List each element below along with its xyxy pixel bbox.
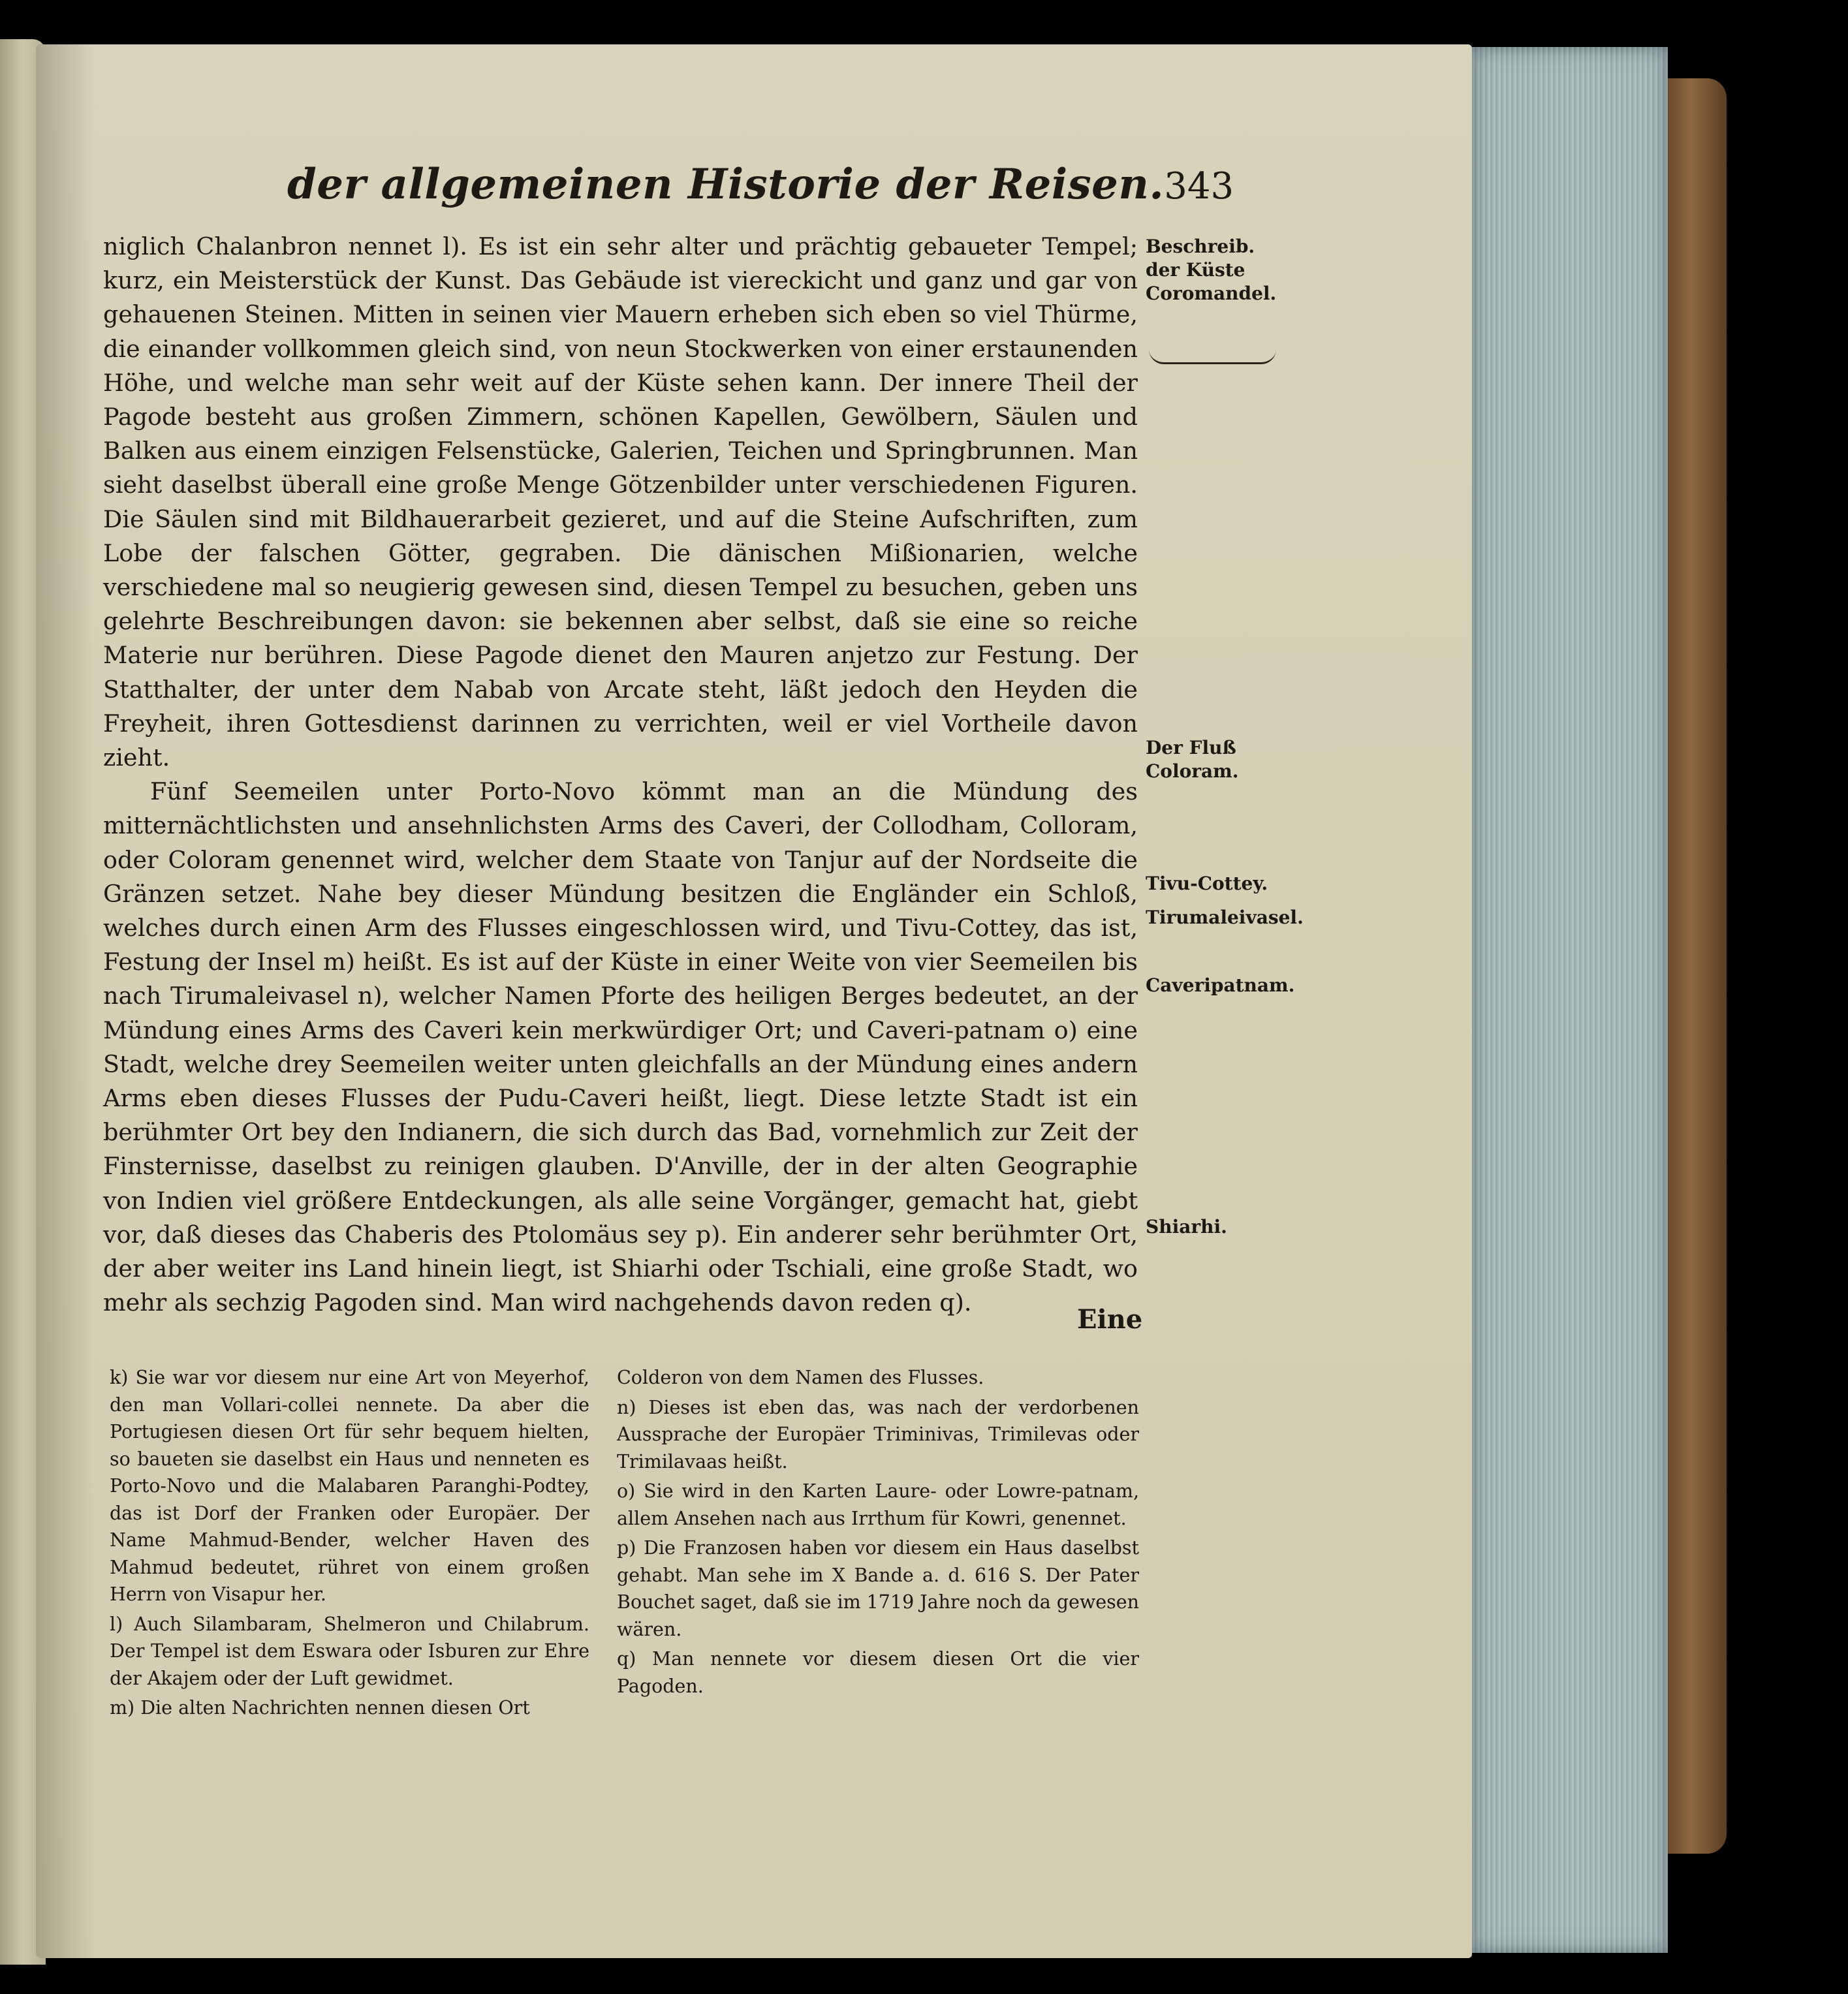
margin-note: Beschreib. der Küste Coromandel. xyxy=(1146,236,1277,304)
margin-note: Shiarhi. xyxy=(1146,1216,1227,1238)
footnotes-right-column xyxy=(617,1364,1139,1702)
paragraph: Fünf Seemeilen unter Porto-Novo kömmt man an die Mündung des mitternächtlichsten und ansehnlichsten Arms des Caveri, der Collodham, Colloram, oder Coloram genennet wird, welcher dem Staate von Tanjur auf der Nordseite die Gränzen setzet. Nahe bey dieser Mündung besitzen die Engländer ein Schloß, welches durch einen Arm des Flusses eingeschlossen wird, und Tivu-Cottey, das ist, Festung der Insel m) heißt. Es ist auf der Küste in einer Weite von vier Seemeilen bis nach Tirumaleivasel n), welcher Namen Pforte des heiligen Berges bedeutet, an der Mündung eines Arms des Caveri kein merkwürdiger Ort; und Caveri-patnam o) eine Stadt, welche drey Seemeilen weiter unten gleichfalls an der Mündung eines andern Arms eben dieses Flusses der Pudu-Caveri heißt, liegt. Diese letzte Stadt ist ein berühmter Ort bey den Indianern, die sich durch das Bad, vornehmlich zur Zeit der Finsternisse, daselbst zu reinigen glauben. D'Anville, der in der alten Geographie von Indien viel größere Entdeckungen, als alle seine Vorgänger, gemacht hat, giebt vor, daß dieses das Chaberis des Ptolomäus sey p). Ein anderer sehr berühmter Ort, der aber weiter ins Land hinein liegt, ist Shiarhi oder Tschiali, eine große Stadt, wo mehr als sechzig Pagoden sind. Man wird nachgehends davon reden q). xyxy=(103,777,1138,1317)
main-text xyxy=(103,230,1138,1320)
margin-note: Der Fluß Coloram. xyxy=(1146,737,1239,782)
catchword: Eine xyxy=(1077,1304,1143,1335)
footnote: m) Die alten Nachrichten nennen diesen Ort xyxy=(110,1697,530,1719)
book-fore-edge xyxy=(1472,47,1668,1953)
footnote: Colderon von dem Namen des Flusses. xyxy=(617,1367,984,1388)
footnote: l) Auch Silambaram, Shelmeron und Chilabrum. Der Tempel ist dem Eswara oder Isburen zur Ehre der Akajem oder der Luft gewidmet. xyxy=(110,1613,589,1689)
margin-note: Tivu-Cottey. xyxy=(1146,873,1268,894)
paragraph: niglich Chalanbron nennet l). Es ist ein sehr alter und prächtig gebaueter Tempel; kurz, ein Meisterstück der Kunst. Das Gebäude ist viereckicht und ganz und gar von gehauenen Steinen. Mitten in seinen vier Mauern erheben sich eben so viel Thürme, die einander vollkommen gleich sind, von neun Stockwerken von einer erstaunenden Höhe, und welche man sehr weit auf der Küste sehen kann. Der innere Theil der Pagode besteht aus großen Zimmern, schönen Kapellen, Gewölbern, Säulen und Balken aus einem einzigen Felsenstücke, Galerien, Teichen und Springbrunnen. Man sieht daselbst überall eine große Menge Götzenbilder unter verschiedenen Figuren. Die Säulen sind mit Bildhauerarbeit gezieret, und auf die Steine Aufschriften, zum Lobe der falschen Götter, gegraben. Die dänischen Mißionarien, welche verschiedene mal so neugierig gewesen sind, diesen Tempel zu besuchen, geben uns gelehrte Beschreibungen davon: sie bekennen aber selbst, daß sie eine so reiche Materie nur berühren. Diese Pagode dienet den Mauren anjetzo zur Festung. Der Statthalter, der unter dem Nabab von Arcate steht, läßt jedoch den Heyden die Freyheit, ihren Gottesdienst darinnen zu verrichten, weil er viel Vortheile davon zieht. xyxy=(103,232,1138,772)
margin-brace xyxy=(1149,349,1276,364)
footnote: o) Sie wird in den Karten Laure- oder Lowre-patnam, allem Ansehen nach aus Irrthum für Kowri, genennet. xyxy=(617,1480,1139,1529)
footnote: p) Die Franzosen haben vor diesem ein Haus daselbst gehabt. Man sehe im X Bande a. d. 616 S. Der Pater Bouchet saget, daß sie im 1719 Jahre noch da gewesen wären. xyxy=(617,1537,1139,1640)
footnote: q) Man nennete vor diesem diesen Ort die vier Pagoden. xyxy=(617,1648,1139,1697)
running-head xyxy=(287,160,1234,209)
margin-note: Tirumaleivasel. xyxy=(1146,907,1304,928)
margin-note: Caveripatnam. xyxy=(1146,974,1295,996)
footnote: n) Dieses ist eben das, was nach der verdorbenen Aussprache der Europäer Triminivas, Trimilevas oder Trimilavaas heißt. xyxy=(617,1396,1139,1472)
page-number: 343 xyxy=(1164,165,1234,208)
footnotes-left-column xyxy=(110,1364,589,1724)
running-head-title: der allgemeinen Historie der Reisen. xyxy=(287,160,1165,209)
book-cover-edge xyxy=(1668,78,1727,1854)
footnote: k) Sie war vor diesem nur eine Art von Meyerhof, den man Vollari-collei nennete. Da aber die Portugiesen diesen Ort für sehr bequem hielten, so baueten sie daselbst ein Haus und nenneten es Porto-Novo und die Malabaren Paranghi-Podtey, das ist Dorf der Franken oder Europäer. Der Name Mahmud-Bender, welcher Haven des Mahmud bedeutet, rühret von einem großen Herrn von Visapur her. xyxy=(110,1367,589,1605)
